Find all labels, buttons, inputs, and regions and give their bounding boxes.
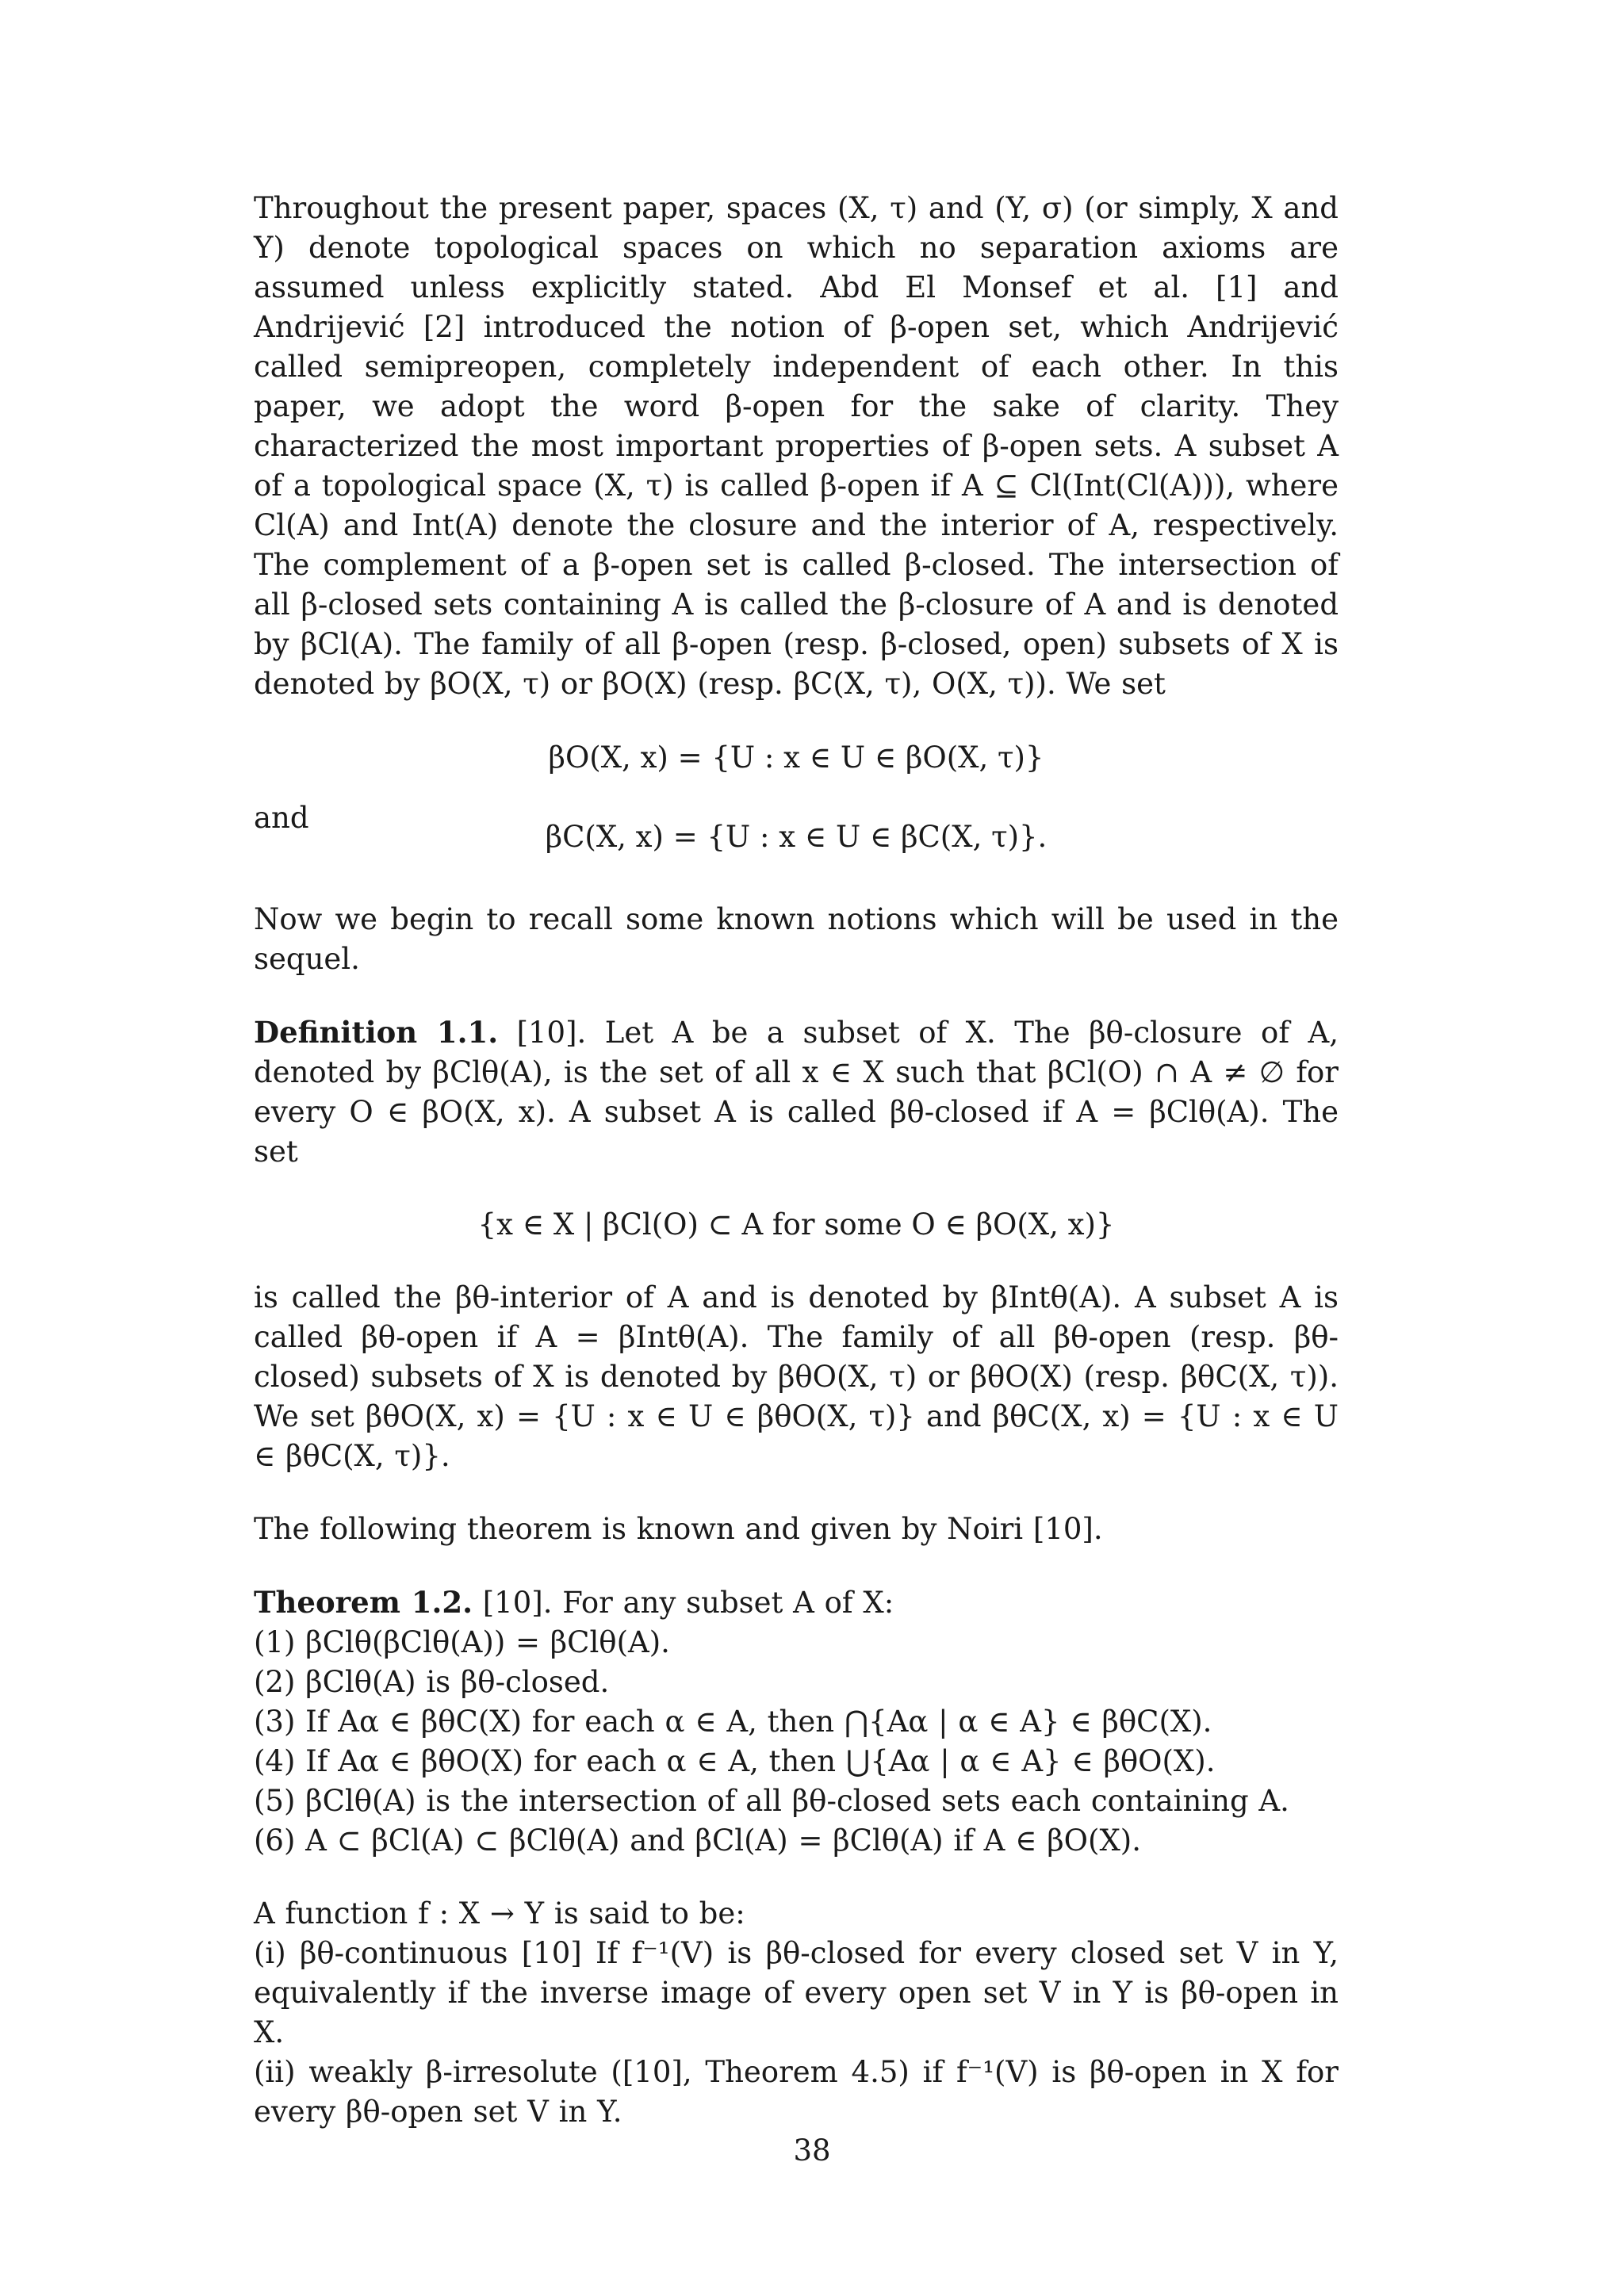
theorem-label: Theorem 1.2. <box>254 1585 473 1620</box>
display-formula-interior: {x ∈ X | βCl(O) ⊂ A for some O ∈ βO(X, x)} <box>477 1207 1115 1242</box>
and-word: and <box>254 801 309 835</box>
paragraph-interior: is called the βθ-interior of A and is denoted by βIntθ(A). A subset A is called βθ-open if A = βIntθ(A). The family of all βθ-open (resp. βθ-closed) subsets of X is denoted by βθO(X, τ) or βθO(X) (resp. βθC(X, τ)). We set βθO(X, x) = {U : x ∈ U ∈ βθO(X, τ)} and βθC(X, x) = {U : x ∈ U ∈ βθC(X, τ)}. <box>254 1280 1339 1473</box>
theorem-1-2 <box>254 1582 1339 1861</box>
theorem-item: (6) A ⊂ βCl(A) ⊂ βClθ(A) and βCl(A) = βClθ(A) if A ∈ βO(X). <box>254 1823 1141 1858</box>
function-item: (ii) weakly β-irresolute ([10], Theorem 4.5) if f⁻¹(V) is βθ-open in X for every βθ-open set V in Y. <box>254 2055 1339 2129</box>
theorem-heading <box>254 1582 1339 1623</box>
and-row <box>254 801 1339 854</box>
theorem-item: (4) If Aα ∈ βθO(X) for each α ∈ A, then ⋃{Aα | α ∈ A} ∈ βθO(X). <box>254 1744 1216 1778</box>
display-formula-beta-closed: βC(X, x) = {U : x ∈ U ∈ βC(X, τ)}. <box>545 820 1048 854</box>
page-body <box>254 189 1339 2132</box>
paragraph-following: The following theorem is known and given by Noiri [10]. <box>254 1512 1103 1546</box>
theorem-item: (2) βClθ(A) is βθ-closed. <box>254 1665 610 1699</box>
theorem-item: (5) βClθ(A) is the intersection of all βθ-closed sets each containing A. <box>254 1784 1289 1818</box>
theorem-item: (1) βClθ(βClθ(A)) = βClθ(A). <box>254 1625 670 1659</box>
function-intro: A function f : X → Y is said to be: <box>254 1896 745 1931</box>
display-formula-beta-open: βO(X, x) = {U : x ∈ U ∈ βO(X, τ)} <box>548 740 1044 775</box>
paragraph-intro: Throughout the present paper, spaces (X, τ) and (Y, σ) (or simply, X and Y) denote topological spaces on which no separation axioms are assumed unless explicitly stated. Abd El Monsef et al. [1] and Andrijević [2] introduced the notion of β-open set, which Andrijević called semipreopen, completely independent of each other. In this paper, we adopt the word β-open for the sake of clarity. They characterized the most important properties of β-open sets. A subset A of a topological space (X, τ) is called β-open if A ⊆ Cl(Int(Cl(A))), where Cl(A) and Int(A) denote the closure and the interior of A, respectively. The complement of a β-open set is called β-closed. The intersection of all β-closed sets containing A is called the β-closure of A and is denoted by βCl(A). The family of all β-open (resp. β-closed, open) subsets of X is denoted by βO(X, τ) or βO(X) (resp. βC(X, τ), O(X, τ)). We set <box>254 191 1339 701</box>
definition-1-1 <box>254 1012 1339 1172</box>
theorem-intro: [10]. For any subset A of X: <box>482 1586 894 1620</box>
definition-label: Definition 1.1. <box>254 1015 499 1050</box>
function-definitions <box>254 1894 1339 2132</box>
page-number: 38 <box>793 2133 831 2168</box>
definition-body: [10]. Let A be a subset of X. The βθ-closure of A, denoted by βClθ(A), is the set of all x ∈ X such that βCl(O) ∩ A ≠ ∅ for every O ∈ βO(X, x). A subset A is called βθ-closed if A = βClθ(A). The set <box>254 1016 1339 1169</box>
paragraph-recall: Now we begin to recall some known notions which will be used in the sequel. <box>254 902 1339 976</box>
theorem-item: (3) If Aα ∈ βθC(X) for each α ∈ A, then ⋂{Aα | α ∈ A} ∈ βθC(X). <box>254 1705 1212 1739</box>
function-item: (i) βθ-continuous [10] If f⁻¹(V) is βθ-closed for every closed set V in Y, equivalently if the inverse image of every open set V in Y is βθ-open in X. <box>254 1936 1339 2049</box>
